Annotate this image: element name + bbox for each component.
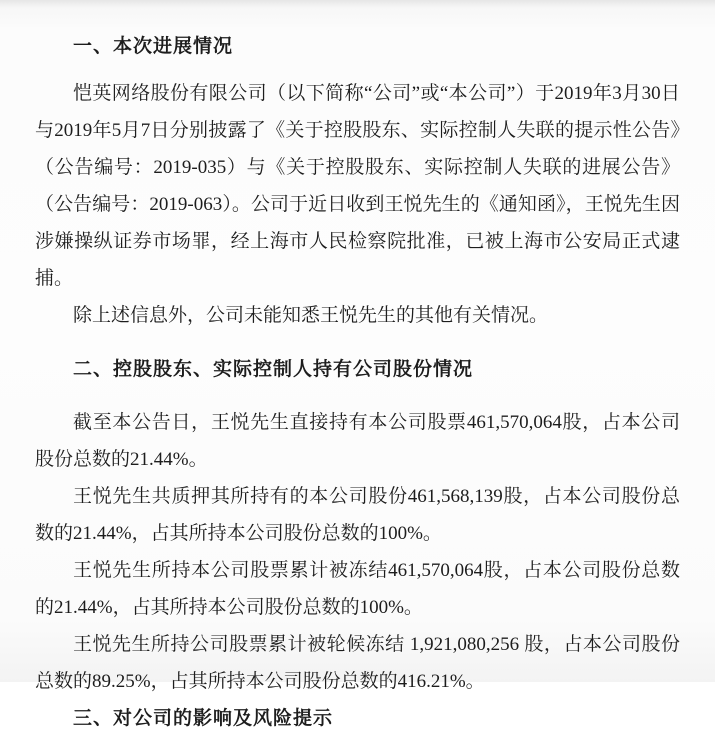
paragraph-5: 王悦先生共质押其所持有的本公司股份461,568,139股，占本公司股份总数的21.44%，占其所持本公司股份总数的100%。	[35, 486, 680, 544]
paragraph-7: 王悦先生所持公司股票累计被轮候冻结 1,921,080,256 股，占本公司股份总数的89.25%，占其所持本公司股份总数的416.21%。	[35, 634, 680, 692]
paragraph-1: 恺英网络股份有限公司（以下简称“公司”或“本公司”）于2019年3月30日与2019年5月7日分别披露了《关于控股股东、实际控制人失联的提示性公告》（公告编号：2019-035）与《关于控股股东、实际控制人失联的进展公告》（公告编号：2019-063）。公司于近日收到王悦先生的《通知函》，王悦先生因涉嫌操纵证券市场罪，经上海市人民检察院批准，已被上海市公安局正式逮捕。	[35, 83, 680, 289]
section-heading-3: 二、控股股东、实际控制人持有公司股份情况	[73, 359, 474, 380]
paragraph-6: 王悦先生所持本公司股票累计被冻结461,570,064股，占本公司股份总数的21.44%，占其所持本公司股份总数的100%。	[35, 560, 680, 618]
paragraph-2: 除上述信息外，公司未能知悉王悦先生的其他有关情况。	[73, 305, 549, 326]
section-heading-0: 一、本次进展情况	[73, 36, 234, 57]
paragraph-4: 截至本公告日，王悦先生直接持有本公司股票461,570,064股，占本公司股份总数的21.44%。	[35, 412, 680, 470]
section-heading-8: 三、对公司的影响及风险提示	[73, 708, 334, 729]
